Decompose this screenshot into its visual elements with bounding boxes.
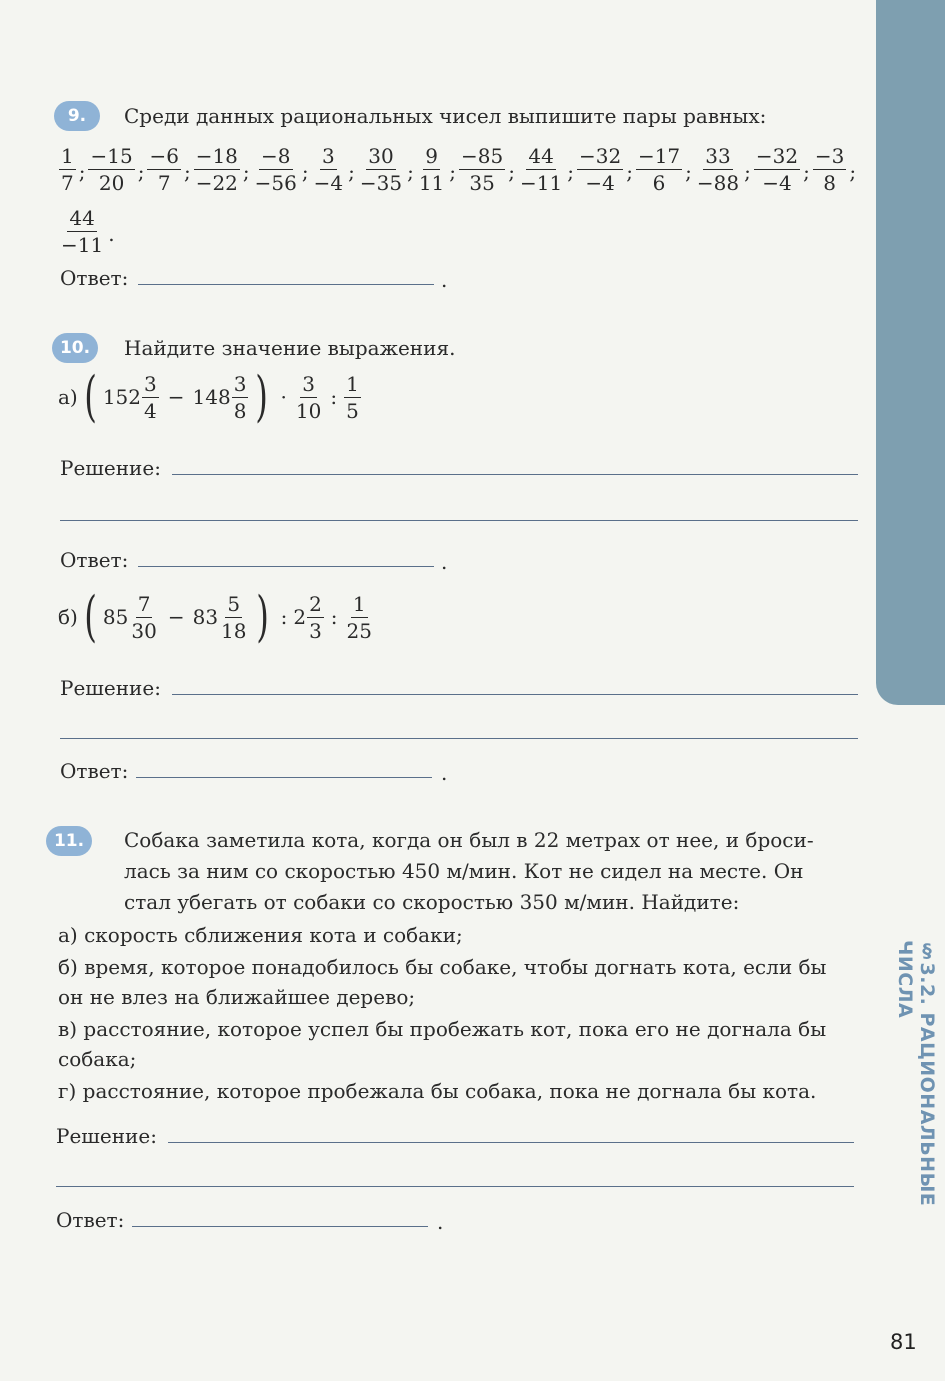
right-paren: ) [255,365,269,428]
operator: : [280,605,288,629]
task-10b-solution-line-1[interactable] [172,694,858,695]
fraction-separator: ; [685,159,692,184]
task-9-answer-line[interactable] [138,284,434,285]
fraction-separator: ; [567,159,574,184]
fraction: $\frac{1}{5}$ [346,371,359,423]
fraction-separator: . [108,221,115,246]
fraction-separator: ; [78,159,86,184]
fraction-separator: ; [803,159,810,184]
task-11-line-3: стал убегать от собаки со скоростью 350 м/мин. Найдите: [124,890,740,914]
task-11-item-a: а) скорость сближения кота и собаки; [58,923,463,947]
period: . [441,268,448,292]
fraction: $\frac{1}{25}$ [346,591,372,643]
fraction: $\frac{3}{8}$ [233,371,247,423]
task-10b-answer-line[interactable] [136,777,432,778]
task-11-answer-label: Ответ: [56,1208,125,1232]
task-11-answer-line[interactable] [132,1226,428,1227]
fraction: $\frac{2}{3}$ [309,591,322,643]
fraction-separator: ; [744,159,751,184]
fraction: $\frac{-17}{6}$ [637,144,681,195]
task-11-item-d: г) расстояние, которое пробежала бы собака, пока не догнала бы кота. [58,1079,817,1103]
task-11-line-2: лась за ним со скоростью 450 м/мин. Кот не сидел на месте. Он [124,859,804,883]
fraction: $\frac{1}{7}$ [61,144,74,195]
task-10b-answer-label: Ответ: [60,759,129,783]
task-10a-label: а) [58,385,78,409]
left-paren: ( [83,365,97,428]
task-11-item-c: в) расстояние, которое успел бы пробежать кот, пока его не догнала бы собака; [58,1017,827,1071]
task-10b-solution-line-2[interactable] [60,738,858,739]
period: . [441,761,448,785]
period: . [437,1210,444,1234]
task-10b-label: б) [58,605,78,629]
section-title: §3.2. РАЦИОНАЛЬНЫЕ ЧИСЛА [894,940,938,1207]
fraction-separator: ; [626,159,633,184]
task-9-text: Среди данных рациональных чисел выпишите пары равных: [124,104,767,128]
fraction-separator: ; [849,159,857,184]
fraction: $\frac{33}{-88}$ [696,144,740,195]
task-11-badge: 11. [46,826,92,856]
task-9-badge: 9. [54,101,100,131]
right-paren: ) [255,585,269,648]
whole-part: 152 [102,385,141,409]
fraction-separator: ; [348,159,355,184]
operator: · [280,385,287,409]
fraction: $\frac{3}{4}$ [144,371,157,423]
fraction-separator: ; [508,159,515,184]
fraction: $\frac{44}{-11}$ [61,206,104,257]
fraction: $\frac{3}{10}$ [295,371,322,423]
whole-part: 148 [192,385,231,409]
task-11-solution-line-1[interactable] [168,1142,854,1143]
fraction: $\frac{-32}{-4}$ [578,144,622,195]
fraction: $\frac{-3}{8}$ [814,144,845,195]
fraction: $\frac{-6}{7}$ [149,144,179,195]
operator: : [330,385,338,409]
task-11-item-b: б) время, которое понадобилось бы собаке, чтобы догнать кота, если бы он не влез на ближайшее дерево; [58,955,827,1009]
fraction: $\frac{-18}{-22}$ [195,144,238,195]
fraction: $\frac{-32}{-4}$ [755,144,799,195]
task-9-fractions-row-2 [58,205,117,258]
task-10-text: Найдите значение выражения. [124,336,456,360]
task-10a-solution-line-1[interactable] [172,474,858,475]
fraction: $\frac{5}{18}$ [221,591,247,643]
fraction: $\frac{30}{-35}$ [359,144,403,195]
whole-part: 83 [192,605,219,629]
minus-sign: − [167,605,185,629]
section-sidebar-band [876,0,945,705]
task-10-badge: 10. [52,333,98,363]
task-10a-expression [58,365,362,428]
fraction-separator: ; [449,159,457,184]
task-10a-solution-line-2[interactable] [60,520,858,521]
period: . [441,550,448,574]
left-paren: ( [84,585,97,648]
fraction-separator: ; [242,159,250,184]
task-11-solution-label: Решение: [56,1124,157,1148]
fraction-separator: ; [183,159,191,184]
task-11-solution-line-2[interactable] [56,1186,854,1187]
operator: : [330,605,338,629]
fraction: $\frac{9}{11}$ [418,144,445,195]
page-number: 81 [890,1330,917,1354]
minus-sign: − [167,385,185,409]
task-10b-expression [58,585,375,648]
task-9-fractions-row-1 [58,143,858,196]
task-9-answer-label: Ответ: [60,266,129,290]
whole-part: 85 [102,605,129,629]
fraction: $\frac{-15}{20}$ [90,144,133,195]
fraction: $\frac{-8}{-56}$ [254,144,297,195]
fraction: $\frac{-85}{35}$ [461,144,504,195]
fraction-separator: ; [137,159,145,184]
task-10a-answer-line[interactable] [138,566,434,567]
task-10a-answer-label: Ответ: [60,548,129,572]
fraction: $\frac{7}{30}$ [131,591,157,643]
task-11-line-1: Собака заметила кота, когда он был в 22 метрах от нее, и броси- [124,828,814,852]
task-10a-solution-label: Решение: [60,456,161,480]
fraction: $\frac{3}{-4}$ [313,144,344,195]
task-10b-solution-label: Решение: [60,676,161,700]
fraction-separator: ; [407,159,414,184]
whole-part: 2 [293,605,307,629]
fraction-separator: ; [301,159,309,184]
fraction: $\frac{44}{-11}$ [520,144,563,195]
